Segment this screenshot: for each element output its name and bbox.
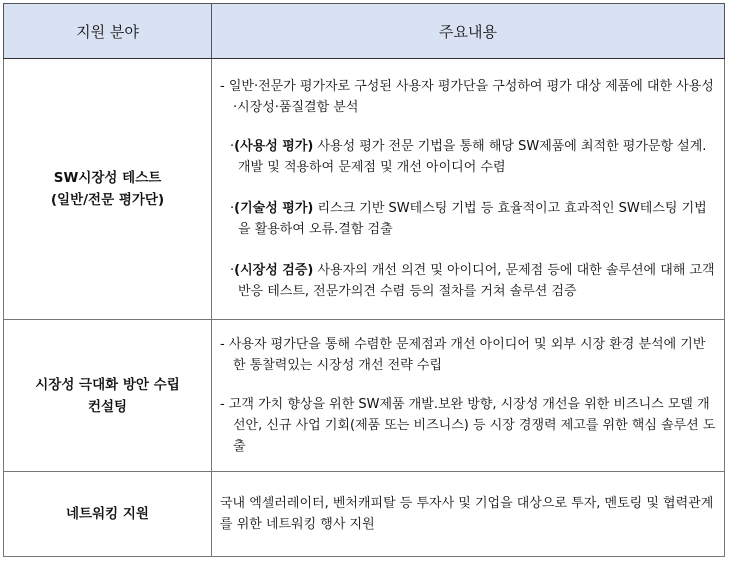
table-row: [4, 320, 725, 472]
row-content-networking: [212, 472, 725, 557]
row-label-consulting: [4, 320, 212, 472]
row-label-line: (일반/전문 평가단): [50, 192, 165, 208]
list-item: - 일반·전문가 평가자로 구성된 사용자 평가단을 구성하여 평가 대상 제품에 대한 사용성·시장성·품질결함 분석: [220, 79, 714, 115]
row-label-networking: [4, 472, 212, 557]
header-main-content: 주요내용: [212, 4, 725, 59]
row-label-line: SW시장성 테스트: [53, 170, 162, 186]
row-content-consulting: [212, 320, 725, 472]
row-content-market-test: [212, 59, 725, 320]
table-header-row: [4, 4, 725, 59]
support-table: [3, 3, 725, 557]
list-item: ·(사용성 평가) 사용성 평가 전문 기법을 통해 해당 SW제품에 최적한 평가문항 설계.개발 및 적용하여 문제점 및 개선 아이디어 수렴: [230, 139, 707, 175]
list-item: 국내 엑셀러레이터, 벤처캐피탈 등 투자사 및 기업을 대상으로 투자, 멘토링 및 협력관계를 위한 네트워킹 행사 지원: [220, 496, 714, 532]
row-label-line: 네트워킹 지원: [66, 506, 149, 522]
row-label-market-test: [4, 59, 212, 320]
table-row: [4, 59, 725, 320]
list-item: - 사용자 평가단을 통해 수렴한 문제점과 개선 아이디어 및 외부 시장 환경 분석에 기반한 통찰력있는 시장성 개선 전략 수립: [220, 337, 706, 373]
list-item: ·(기술성 평가) 리스크 기반 SW테스팅 기법 등 효율적이고 효과적인 SW테스팅 기법을 활용하여 오류.결함 검출: [230, 201, 707, 237]
table-row: [4, 472, 725, 557]
list-item: ·(시장성 검증) 사용자의 개선 의견 및 아이디어, 문제점 등에 대한 솔루션에 대해 고객 반응 테스트, 전문가의견 수렴 등의 절차를 거쳐 솔루션 검증: [230, 263, 715, 299]
row-label-line: 컨설팅: [87, 398, 128, 415]
header-support-field: 지원 분야: [4, 4, 212, 59]
list-item: - 고객 가치 향상을 위한 SW제품 개발.보완 방향, 시장성 개선을 위한 비즈니스 모델 개선안, 신규 사업 기회(제품 또는 비즈니스) 등 시장 경쟁력 제고를 위한 핵심 솔루션 도출: [220, 397, 716, 454]
row-label-line: 시장성 극대화 방안 수립: [35, 376, 180, 393]
